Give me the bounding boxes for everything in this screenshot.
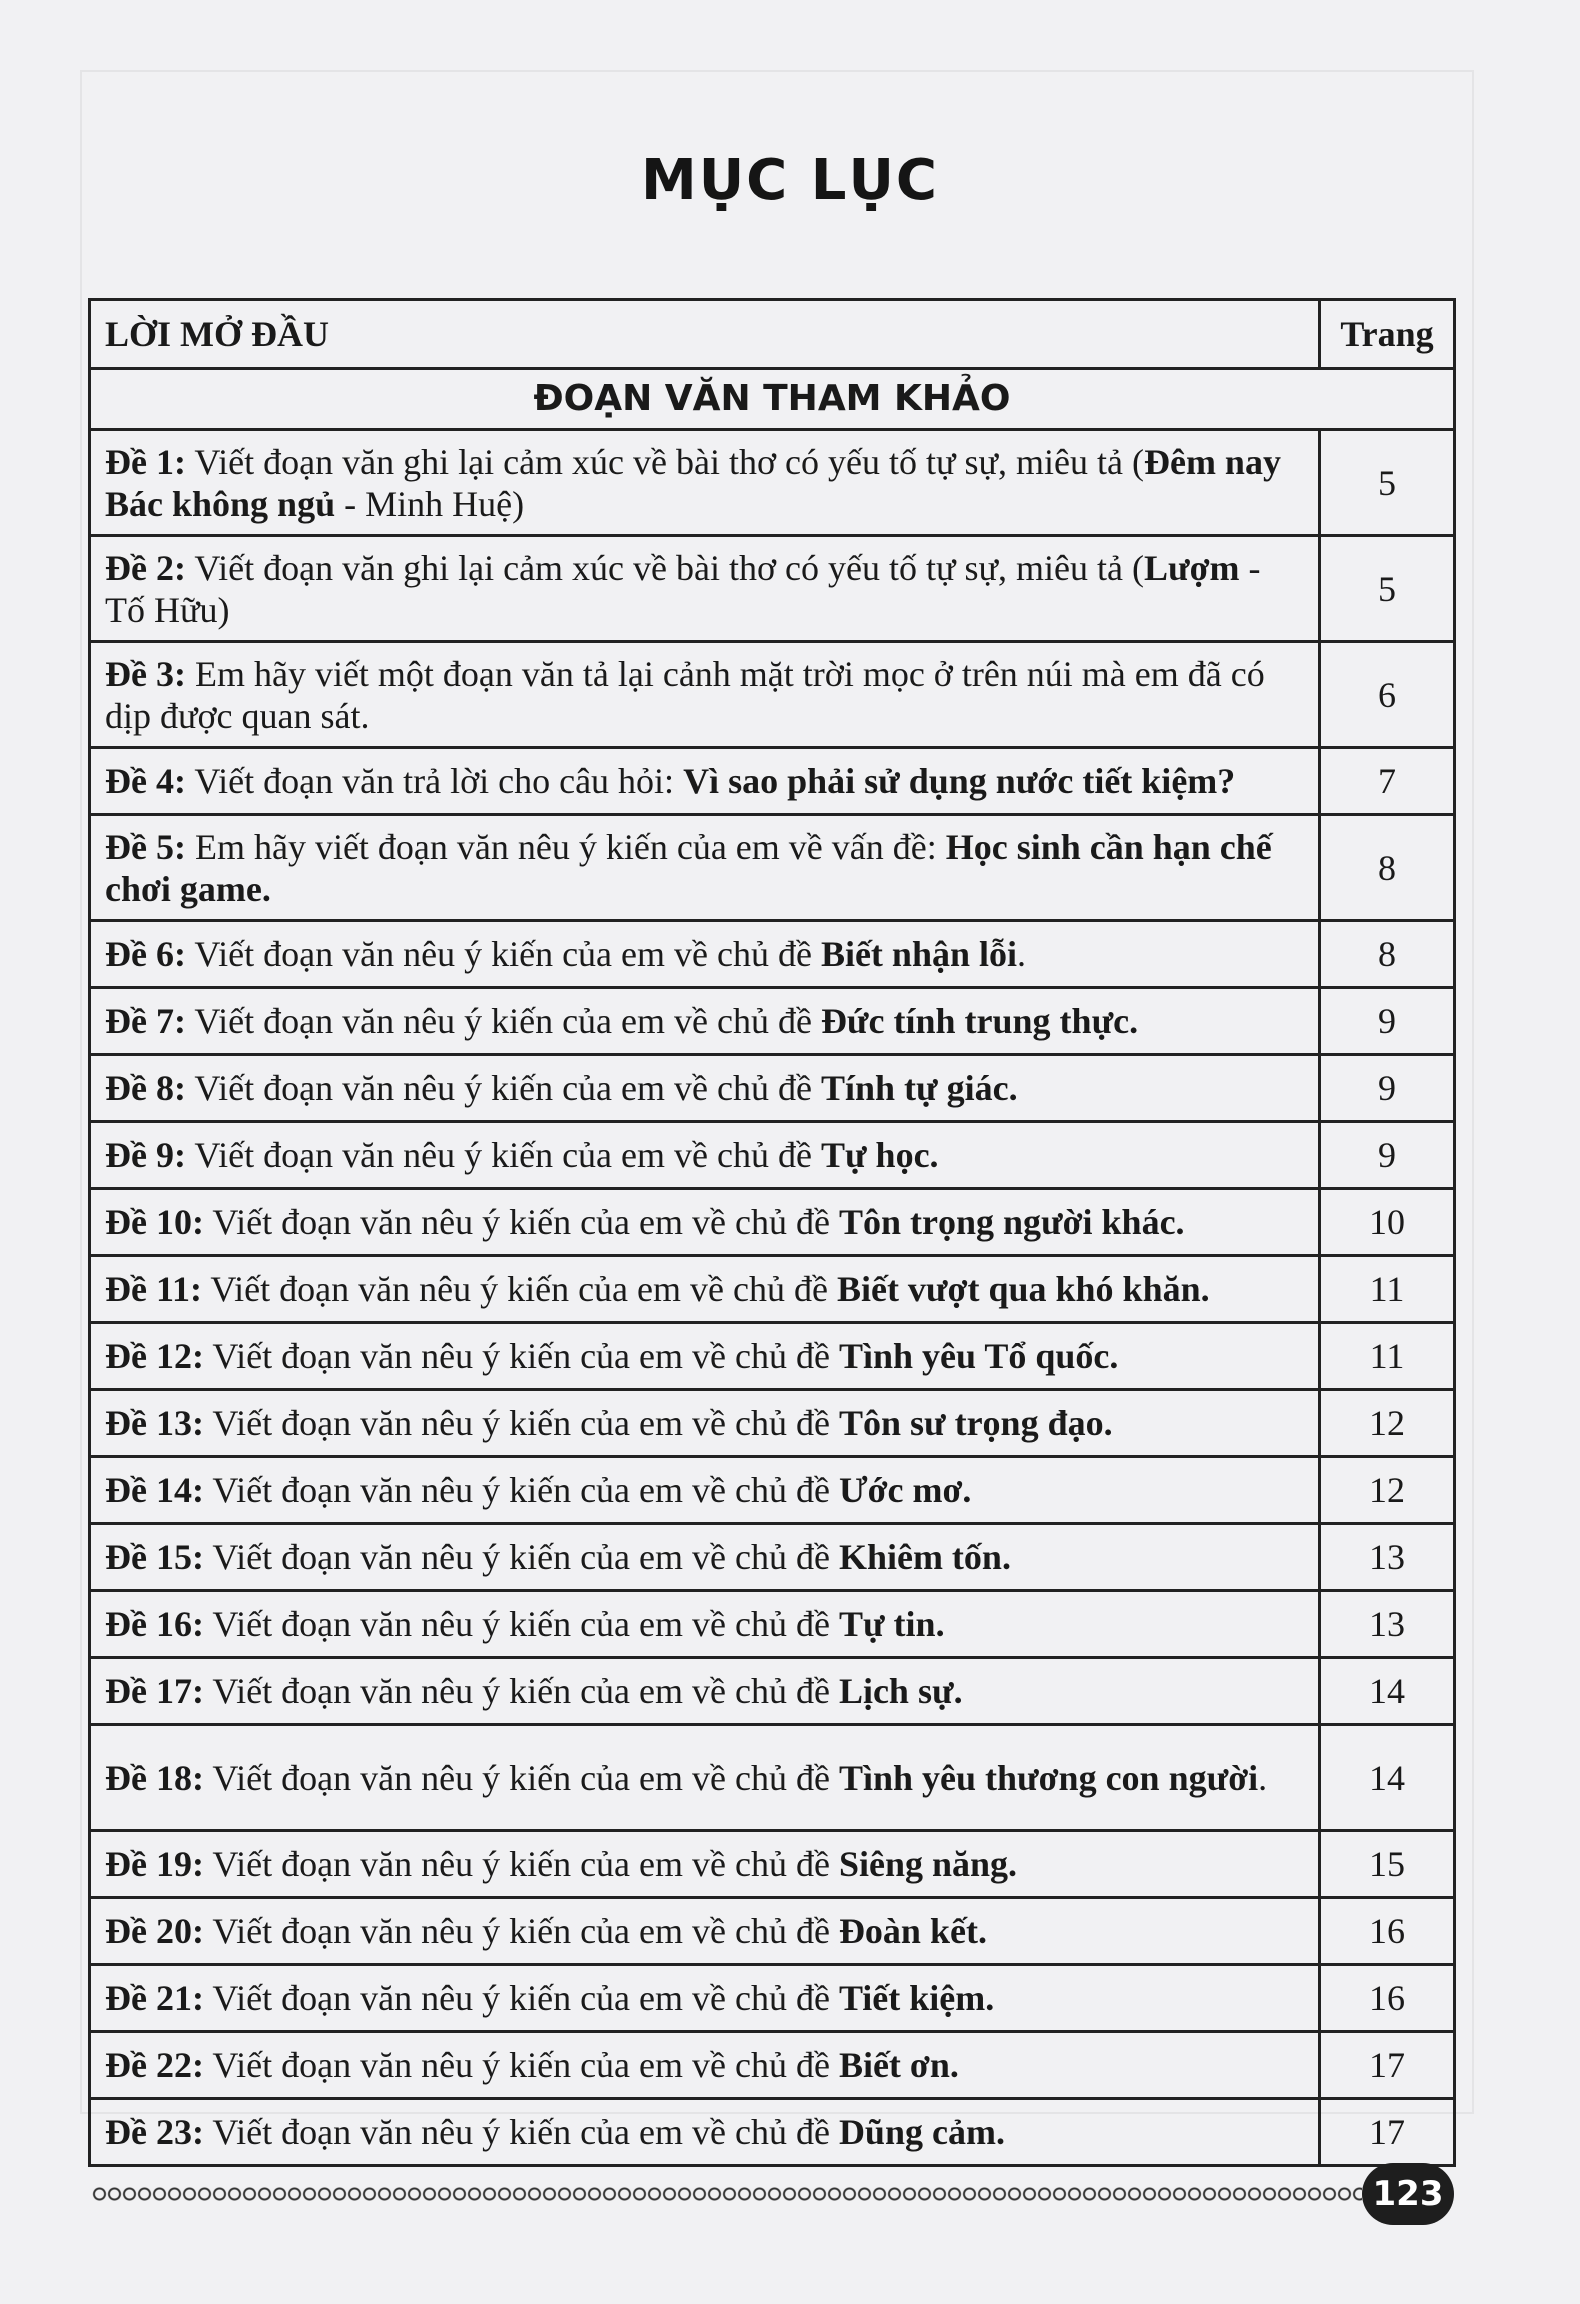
- entry-pre-text: Viết đoạn văn nêu ý kiến của em về chủ đề: [212, 1336, 839, 1376]
- toc-entry-row: [90, 2032, 1455, 2099]
- entry-pre-text: Viết đoạn văn ghi lại cảm xúc về bài thơ có yếu tố tự sự, miêu tả (: [194, 441, 1144, 482]
- entry-pre-text: Viết đoạn văn nêu ý kiến của em về chủ đề: [212, 1757, 839, 1798]
- entry-page-number: 15: [1320, 1831, 1455, 1898]
- toc-entry-text: [90, 1390, 1320, 1457]
- page-title: MỤC LỤC: [640, 148, 940, 213]
- page-number-badge: 123: [1362, 2163, 1454, 2225]
- entry-bold-text: Tiết kiệm.: [838, 1978, 995, 2018]
- entry-bold-text: Lịch sự.: [838, 1671, 963, 1711]
- toc-entry-row: [90, 1323, 1455, 1390]
- entry-label: Đề 5:: [105, 826, 186, 867]
- entry-label: Đề 17:: [105, 1671, 204, 1711]
- entry-pre-text: Viết đoạn văn trả lời cho câu hỏi:: [194, 761, 684, 801]
- entry-label: Đề 12:: [105, 1336, 204, 1376]
- entry-pre-text: Viết đoạn văn nêu ý kiến của em về chủ đề: [212, 1403, 839, 1443]
- entry-bold-text: Tôn sư trọng đạo.: [838, 1403, 1113, 1443]
- toc-intro-row: [90, 300, 1455, 369]
- toc-entry-row: [90, 748, 1455, 815]
- toc-entry-text: [90, 2032, 1320, 2099]
- toc-table: [88, 298, 1456, 2167]
- entry-bold-text: Đức tính trung thực.: [820, 1001, 1139, 1041]
- entry-page-number: 6: [1320, 642, 1455, 748]
- entry-pre-text: Viết đoạn văn nêu ý kiến của em về chủ đề: [212, 1671, 839, 1711]
- entry-page-number: 11: [1320, 1323, 1455, 1390]
- entry-label: Đề 9:: [105, 1135, 186, 1175]
- entry-post-text: - Minh Huệ): [335, 483, 525, 524]
- toc-entry-text: [90, 1256, 1320, 1323]
- entry-label: Đề 20:: [105, 1911, 204, 1951]
- entry-bold-text: Dũng cảm.: [838, 2112, 1005, 2152]
- toc-section-row: [90, 369, 1455, 430]
- toc-entry-row: [90, 815, 1455, 921]
- entry-page-number: 16: [1320, 1898, 1455, 1965]
- entry-label: Đề 1:: [105, 441, 186, 482]
- entry-label: Đề 8:: [105, 1068, 186, 1108]
- toc-entry-text: [90, 1898, 1320, 1965]
- entry-page-number: 8: [1320, 815, 1455, 921]
- toc-entry-text: [90, 1658, 1320, 1725]
- entry-pre-text: Viết đoạn văn nêu ý kiến của em về chủ đề: [212, 1844, 839, 1884]
- entry-label: Đề 15:: [105, 1537, 204, 1577]
- toc-entry-text: [90, 1457, 1320, 1524]
- entry-page-number: 5: [1320, 430, 1455, 536]
- entry-label: Đề 10:: [105, 1202, 204, 1242]
- toc-entry-row: [90, 1457, 1455, 1524]
- entry-bold-text: Vì sao phải sử dụng nước tiết kiệm?: [683, 761, 1236, 801]
- entry-label: Đề 2:: [105, 547, 186, 588]
- toc-entry-text: [90, 2099, 1320, 2166]
- toc-entry-row: [90, 1189, 1455, 1256]
- entry-page-number: 17: [1320, 2032, 1455, 2099]
- entry-page-number: 16: [1320, 1965, 1455, 2032]
- entry-bold-text: Tự tin.: [838, 1604, 945, 1644]
- entry-pre-text: Viết đoạn văn nêu ý kiến của em về chủ đề: [212, 1978, 839, 2018]
- toc-entry-row: [90, 1390, 1455, 1457]
- entry-page-number: 12: [1320, 1390, 1455, 1457]
- entry-pre-text: Viết đoạn văn ghi lại cảm xúc về bài thơ có yếu tố tự sự, miêu tả (: [194, 547, 1144, 588]
- toc-entry-text: [90, 1831, 1320, 1898]
- toc-entry-row: [90, 536, 1455, 642]
- toc-entry-text: [90, 748, 1320, 815]
- entry-bold-text: Đêm nay Bác không ngủ: [105, 441, 1281, 524]
- entry-bold-text: Tôn trọng người khác.: [838, 1202, 1185, 1242]
- entry-bold-text: Lượm: [1143, 547, 1240, 588]
- entry-pre-text: Viết đoạn văn nêu ý kiến của em về chủ đề: [194, 1001, 821, 1041]
- entry-bold-text: Biết ơn.: [838, 2045, 959, 2085]
- entry-label: Đề 21:: [105, 1978, 204, 2018]
- entry-pre-text: Viết đoạn văn nêu ý kiến của em về chủ đề: [212, 1911, 839, 1951]
- entry-pre-text: Viết đoạn văn nêu ý kiến của em về chủ đề: [212, 1537, 839, 1577]
- entry-bold-text: Tự học.: [820, 1135, 939, 1175]
- entry-page-number: 10: [1320, 1189, 1455, 1256]
- entry-bold-text: Tính tự giác.: [820, 1068, 1018, 1108]
- toc-entry-text: [90, 536, 1320, 642]
- entry-bold-text: Khiêm tốn.: [838, 1537, 1011, 1577]
- entry-page-number: 9: [1320, 988, 1455, 1055]
- entry-pre-text: Viết đoạn văn nêu ý kiến của em về chủ đề: [212, 2045, 839, 2085]
- toc-entry-text: [90, 1725, 1320, 1831]
- page-column-header: Trang: [1320, 300, 1455, 369]
- entry-page-number: 17: [1320, 2099, 1455, 2166]
- entry-pre-text: Em hãy viết một đoạn văn tả lại cảnh mặt trời mọc ở trên núi mà em đã có dịp được quan sát.: [105, 653, 1265, 736]
- entry-page-number: 8: [1320, 921, 1455, 988]
- entry-post-text: - Tố Hữu): [105, 547, 1261, 630]
- entry-label: Đề 23:: [105, 2112, 204, 2152]
- intro-label: LỜI MỞ ĐẦU: [90, 300, 1320, 369]
- toc-entry-row: [90, 1055, 1455, 1122]
- toc-entry-row: [90, 430, 1455, 536]
- toc-entry-text: [90, 988, 1320, 1055]
- entry-page-number: 13: [1320, 1591, 1455, 1658]
- toc-entry-row: [90, 1256, 1455, 1323]
- entry-pre-text: Viết đoạn văn nêu ý kiến của em về chủ đề: [212, 1470, 839, 1510]
- entry-page-number: 13: [1320, 1524, 1455, 1591]
- entry-pre-text: Viết đoạn văn nêu ý kiến của em về chủ đề: [212, 2112, 839, 2152]
- entry-page-number: 14: [1320, 1725, 1455, 1831]
- toc-entry-row: [90, 1524, 1455, 1591]
- toc-entry-text: [90, 1591, 1320, 1658]
- toc-entry-text: [90, 1189, 1320, 1256]
- toc-entry-row: [90, 642, 1455, 748]
- entry-label: Đề 11:: [105, 1269, 202, 1309]
- entry-pre-text: Viết đoạn văn nêu ý kiến của em về chủ đề: [194, 934, 821, 974]
- entry-page-number: 5: [1320, 536, 1455, 642]
- entry-pre-text: Viết đoạn văn nêu ý kiến của em về chủ đề: [194, 1068, 821, 1108]
- entry-post-text: .: [1258, 1757, 1268, 1798]
- toc-entry-row: [90, 988, 1455, 1055]
- entry-bold-text: Tình yêu thương con người: [838, 1757, 1259, 1798]
- entry-label: Đề 3:: [105, 653, 186, 694]
- toc-entry-row: [90, 1658, 1455, 1725]
- entry-bold-text: Học sinh cần hạn chế chơi game.: [105, 826, 1272, 909]
- entry-bold-text: Đoàn kết.: [838, 1911, 987, 1951]
- toc-entry-row: [90, 2099, 1455, 2166]
- toc-entry-text: [90, 1323, 1320, 1390]
- toc-entry-text: [90, 921, 1320, 988]
- toc-entry-row: [90, 921, 1455, 988]
- entry-page-number: 9: [1320, 1055, 1455, 1122]
- entry-bold-text: Siêng năng.: [838, 1844, 1018, 1884]
- entry-pre-text: Viết đoạn văn nêu ý kiến của em về chủ đề: [210, 1269, 837, 1309]
- toc-entry-row: [90, 1831, 1455, 1898]
- entry-label: Đề 13:: [105, 1403, 204, 1443]
- entry-label: Đề 18:: [105, 1757, 204, 1798]
- toc-entry-row: [90, 1591, 1455, 1658]
- entry-page-number: 12: [1320, 1457, 1455, 1524]
- entry-label: Đề 4:: [105, 761, 186, 801]
- toc-entry-text: [90, 815, 1320, 921]
- entry-bold-text: Biết vượt qua khó khăn.: [836, 1269, 1210, 1309]
- entry-post-text: .: [1017, 934, 1026, 974]
- toc-entry-text: [90, 1524, 1320, 1591]
- entry-pre-text: Viết đoạn văn nêu ý kiến của em về chủ đề: [194, 1135, 821, 1175]
- toc-entry-text: [90, 430, 1320, 536]
- entry-label: Đề 19:: [105, 1844, 204, 1884]
- entry-page-number: 11: [1320, 1256, 1455, 1323]
- toc-entry-text: [90, 642, 1320, 748]
- entry-label: Đề 22:: [105, 2045, 204, 2085]
- entry-page-number: 14: [1320, 1658, 1455, 1725]
- toc-entry-row: [90, 1965, 1455, 2032]
- toc-entry-row: [90, 1122, 1455, 1189]
- entry-bold-text: Tình yêu Tổ quốc.: [838, 1336, 1119, 1376]
- decorative-footer-chain: [92, 2184, 1362, 2204]
- toc-entry-text: [90, 1965, 1320, 2032]
- entry-label: Đề 14:: [105, 1470, 204, 1510]
- entry-label: Đề 7:: [105, 1001, 186, 1041]
- section-heading: ĐOẠN VĂN THAM KHẢO: [90, 369, 1455, 430]
- toc-entry-text: [90, 1122, 1320, 1189]
- entry-bold-text: Biết nhận lỗi: [820, 934, 1017, 974]
- entry-pre-text: Em hãy viết đoạn văn nêu ý kiến của em về vấn đề:: [194, 826, 946, 867]
- entry-label: Đề 6:: [105, 934, 186, 974]
- entry-page-number: 9: [1320, 1122, 1455, 1189]
- entry-pre-text: Viết đoạn văn nêu ý kiến của em về chủ đề: [212, 1604, 839, 1644]
- toc-entry-row: [90, 1898, 1455, 1965]
- toc-entry-row: [90, 1725, 1455, 1831]
- entry-pre-text: Viết đoạn văn nêu ý kiến của em về chủ đề: [212, 1202, 839, 1242]
- entry-bold-text: Ước mơ.: [838, 1470, 972, 1510]
- entry-page-number: 7: [1320, 748, 1455, 815]
- entry-label: Đề 16:: [105, 1604, 204, 1644]
- toc-entry-text: [90, 1055, 1320, 1122]
